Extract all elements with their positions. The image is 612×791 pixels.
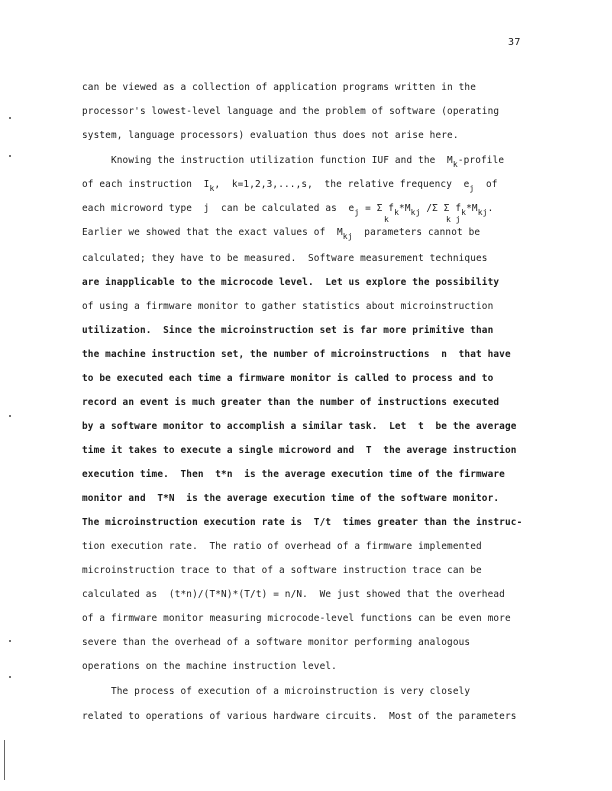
scan-speck [9,640,11,642]
margin-rule [4,740,5,780]
text-line-25: operations on the machine instruction level. [82,661,337,672]
text-line-10: of using a firmware monitor to gather statistics about microinstruction [82,301,494,312]
text-line-11: utilization. Since the microinstruction set is far more primitive than [82,325,494,336]
text-line-4: Knowing the instruction utilization function IUF and the Mk-profile [82,155,505,169]
page-number: 37 [508,37,521,48]
text-line-17: execution time. Then t*n is the average execution time of the firmware [82,469,505,480]
text-line-27: related to operations of various hardware circuits. Most of the parameters [82,711,517,722]
text-line-6: each microword type j can be calculated as ej = Σ fk*Mkj /Σ Σ fk*Mkj. [82,203,494,217]
text-line-18: monitor and T*N is the average execution time of the software monitor. [82,493,500,504]
summation-index-kj: k j [446,215,461,224]
summation-index-k: k [384,215,389,224]
text-line-22: calculated as (t*n)/(T*N)*(T/t) = n/N. We just showed that the overhead [82,589,505,600]
text-line-1: can be viewed as a collection of application programs written in the [82,82,477,93]
text-line-13: to be executed each time a firmware monitor is called to process and to [82,373,494,384]
text-line-16: time it takes to execute a single microword and T the average instruction [82,445,517,456]
text-line-5: of each instruction Ik, k=1,2,3,...,s, the relative frequency ej of [82,179,498,193]
text-line-24: severe than the overhead of a software monitor performing analogous [82,637,471,648]
scan-speck [9,415,11,417]
text-line-19: The microinstruction execution rate is T/t times greater than the instruc- [82,517,523,528]
scan-speck [9,117,11,119]
scan-speck [9,155,11,157]
text-line-8: calculated; they have to be measured. Software measurement techniques [82,253,488,264]
text-line-12: the machine instruction set, the number of microinstructions n that have [82,349,511,360]
text-line-21: microinstruction trace to that of a software instruction trace can be [82,565,482,576]
text-line-15: by a software monitor to accomplish a similar task. Let t be the average [82,421,517,432]
text-line-7: Earlier we showed that the exact values of Mkj parameters cannot be [82,227,481,241]
text-line-9: are inapplicable to the microcode level. Let us explore the possibility [82,277,500,288]
text-line-3: system, language processors) evaluation thus does not arise here. [82,130,459,141]
text-line-26: The process of execution of a microinstruction is very closely [82,686,471,697]
text-line-14: record an event is much greater than the number of instructions executed [82,397,500,408]
text-line-23: of a firmware monitor measuring microcode-level functions can be even more [82,613,511,624]
text-line-20: tion execution rate. The ratio of overhead of a firmware implemented [82,541,482,552]
text-line-2: processor's lowest-level language and the problem of software (operating [82,106,500,117]
scan-speck [9,676,11,678]
